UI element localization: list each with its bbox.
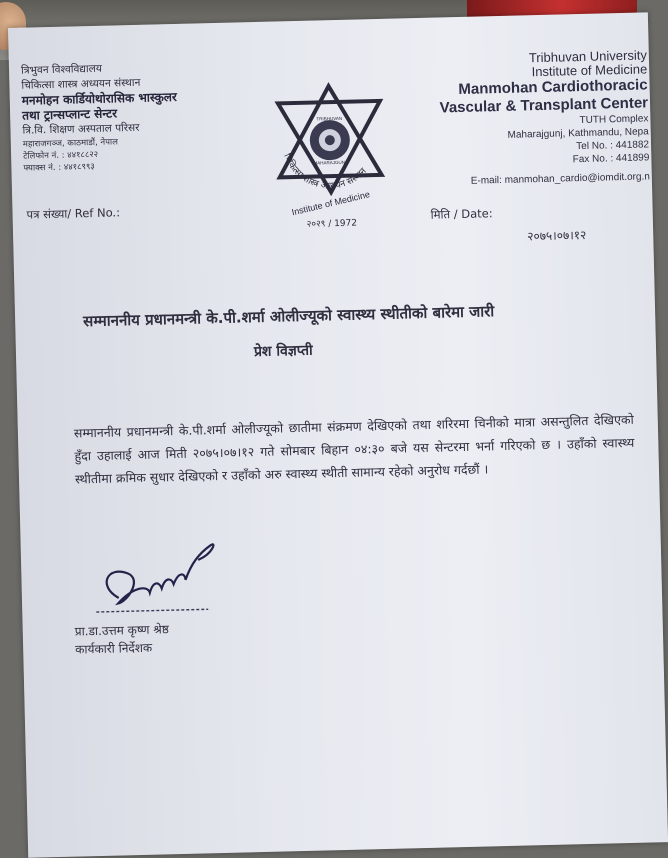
np-line-phone: टेलिफोन नं. : ४४१८८२२ xyxy=(23,149,99,162)
en-line-university: Tribhuvan University xyxy=(528,47,648,66)
signatory-title: कार्यकारी निर्देशक xyxy=(75,640,153,657)
en-line-email: E-mail: manmohan_cardio@iomdit.org.n xyxy=(470,171,650,187)
logo-en-text: Institute of Medicine xyxy=(290,189,371,218)
en-line-center-1: Manmohan Cardiothoracic xyxy=(458,76,648,99)
np-line-center-1: मनमोहन कार्डियोथोरासिक भास्कुलर xyxy=(21,89,178,108)
np-line-institute: चिकित्सा शास्त्र अध्ययन संस्थान xyxy=(21,76,141,92)
signature-image xyxy=(86,523,228,616)
np-line-center-2: तथा ट्रान्सप्लान्ट सेन्टर xyxy=(21,106,118,123)
date-value: २०७५।०७।१२ xyxy=(527,227,587,244)
np-line-campus: त्रि.वि. शिक्षण अस्पताल परिसर xyxy=(22,121,140,137)
en-line-center-2: Vascular & Transplant Center xyxy=(439,94,649,117)
ref-number-label: पत्र संख्या/ Ref No.: xyxy=(26,205,121,222)
signatory-block xyxy=(75,620,170,658)
letterhead-nepali xyxy=(21,60,179,175)
en-line-complex: TUTH Complex xyxy=(579,113,649,127)
letter-body: सम्माननीय प्रधानमन्त्री के.पी.शर्मा ओलीज्यूको छातीमा संक्रमण देखिएको तथा शरिरमा चिनीको मात्रा असन्तुलित देखिएको हुँदा उहालाई आज मिती २०७५।०७।१२ गते सोमबार बिहान ०४:३० बजे यस सेन्टरमा भर्ना गरिएको छ । उहाँको स्वास्थ्य स्थीतीमा क्रमिक सुधार देखिएको र उहाँको अरु स्वास्थ्य स्थीती सामान्य रहेको अनुरोध गर्दछौं । xyxy=(73,411,635,487)
logo-year: २०२९ / 1972 xyxy=(306,218,358,230)
signatory-name: प्रा.डा.उत्तम कृष्ण श्रेष्ठ xyxy=(74,622,170,639)
logo-inner-bottom: MAHARAJGUNJ xyxy=(313,159,348,166)
letter-title: सम्माननीय प्रधानमन्त्री के.पी.शर्मा ओलीज्यूको स्वास्थ्य स्थीतीको बारेमा जारी xyxy=(82,302,495,331)
letter-subtitle: प्रेश विज्ञप्ती xyxy=(253,342,313,361)
en-line-fax: Fax No. : 441899 xyxy=(572,152,650,166)
letter-paper xyxy=(8,12,668,857)
en-line-institute: Institute of Medicine xyxy=(531,61,648,80)
np-line-fax: फ्याक्स नं. : ४४१८९९३ xyxy=(23,161,95,174)
en-line-tel: Tel No. : 441882 xyxy=(576,139,650,153)
logo-arc-text: चिकित्सा शास्त्र अध्ययन संस्थान xyxy=(281,152,369,192)
en-line-address: Maharajgunj, Kathmandu, Nepa xyxy=(507,126,649,141)
np-line-university: त्रिभुवन विश्वविद्यालय xyxy=(20,62,103,77)
letterhead-english xyxy=(438,48,650,188)
date-label: मिति / Date: xyxy=(430,206,493,222)
logo-inner-top: TRIBHUVAN xyxy=(316,115,343,122)
institute-logo xyxy=(263,79,397,232)
np-line-address: महाराजगञ्ज, काठमाडौं, नेपाल xyxy=(22,137,119,150)
